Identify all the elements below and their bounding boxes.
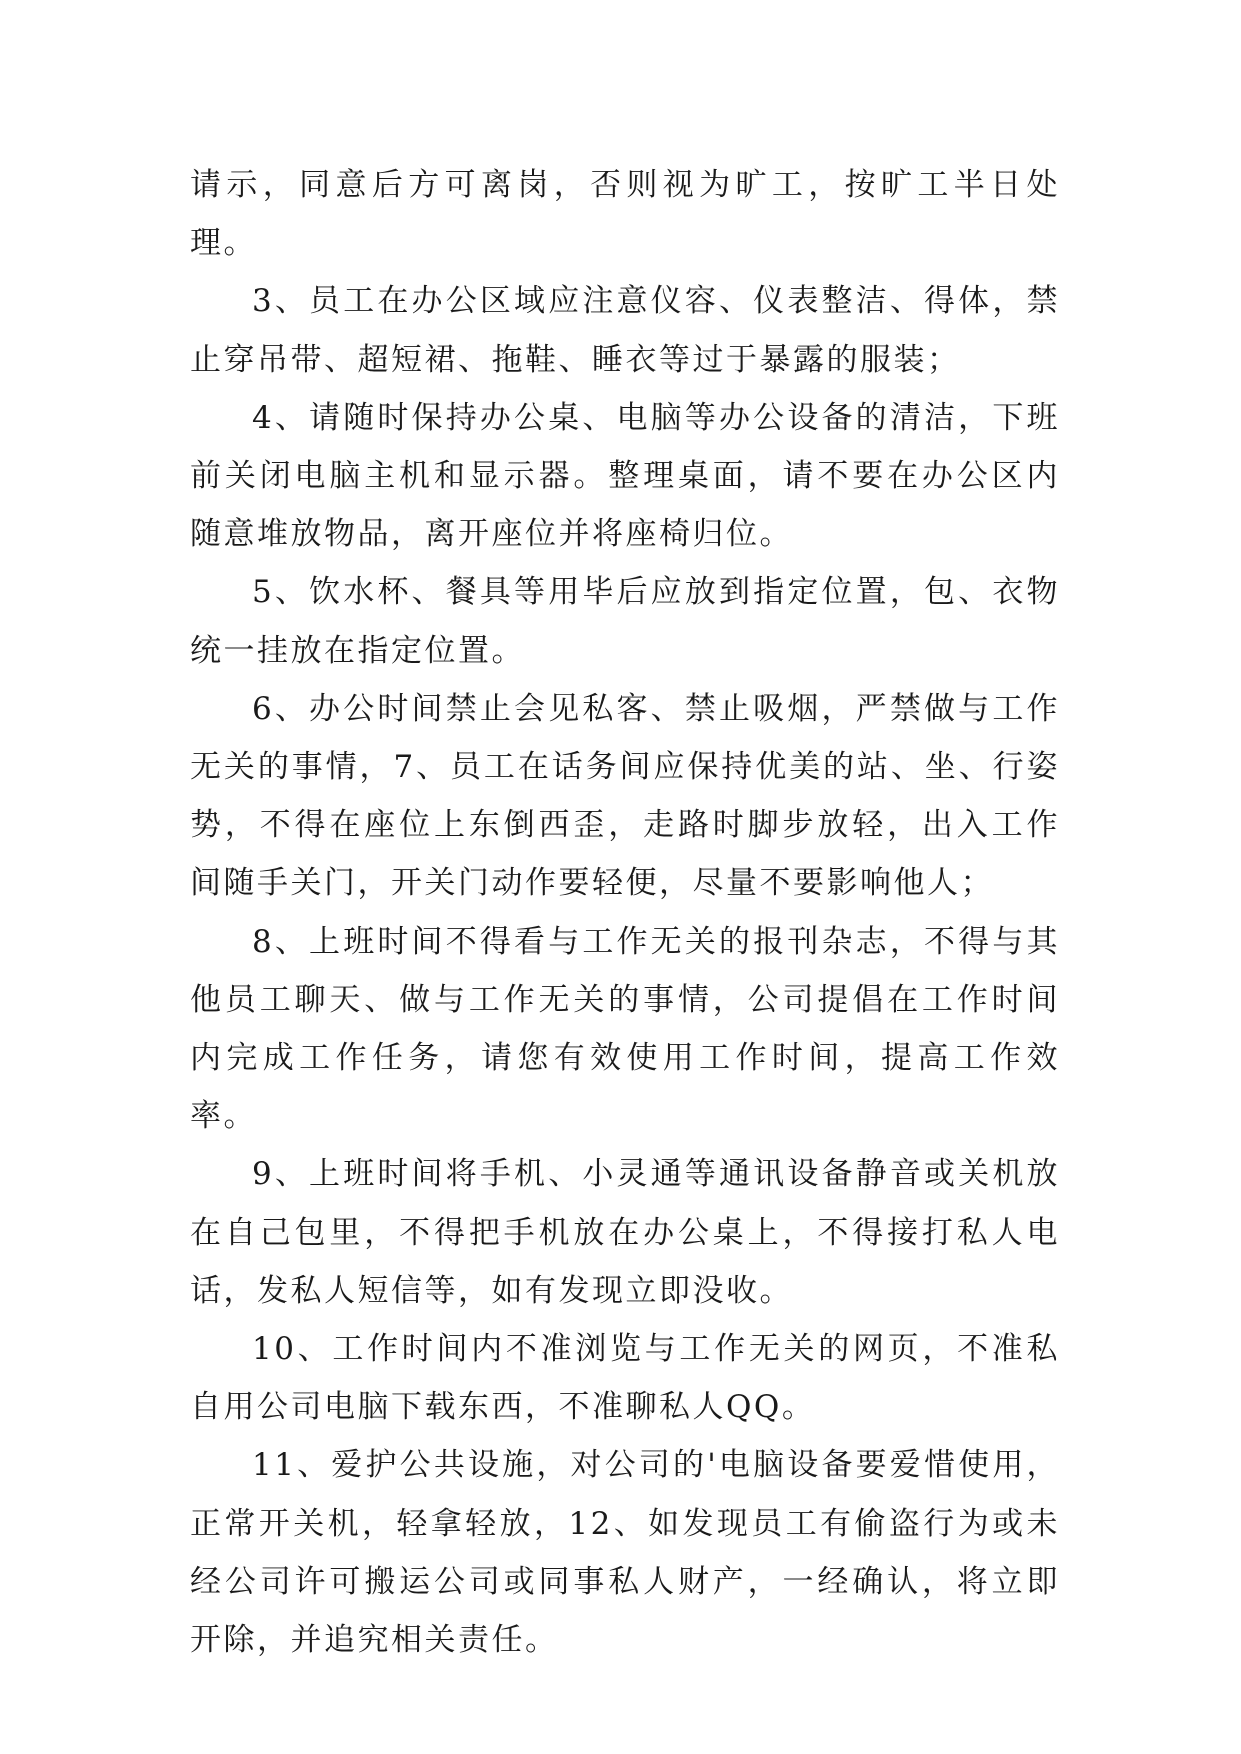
paragraph-rule-3: 3、员工在办公区域应注意仪容、仪表整洁、得体，禁止穿吊带、超短裙、拖鞋、睡衣等过于暴露的服装； [190, 283, 1060, 378]
paragraph-rule-9: 9、上班时间将手机、小灵通等通讯设备静音或关机放在自己包里，不得把手机放在办公桌上，不得接打私人电话，发私人短信等，如有发现立即没收。 [190, 1156, 1060, 1309]
paragraph-rule-10: 10、工作时间内不准浏览与工作无关的网页，不准私自用公司电脑下载东西，不准聊私人QQ。 [190, 1331, 1060, 1426]
paragraph-rule-8: 8、上班时间不得看与工作无关的报刊杂志，不得与其他员工聊天、做与工作无关的事情，公司提倡在工作时间内完成工作任务，请您有效使用工作时间，提高工作效率。 [190, 923, 1060, 1135]
paragraph-rule-4: 4、请随时保持办公桌、电脑等办公设备的清洁，下班前关闭电脑主机和显示器。整理桌面，请不要在办公区内随意堆放物品，离开座位并将座椅归位。 [190, 399, 1060, 553]
paragraph-rule-6: 6、办公时间禁止会见私客、禁止吸烟，严禁做与工作无关的事情，7、员工在话务间应保持优美的站、坐、行姿势，不得在座位上东倒西歪，走路时脚步放轻，出入工作间随手关门，开关门动作要轻便，尽量不要影响他人； [190, 690, 1060, 902]
document-body [190, 156, 1060, 1669]
paragraph-continuation: 请示，同意后方可离岗，否则视为旷工，按旷工半日处理。 [190, 167, 1060, 262]
paragraph-rule-5: 5、饮水杯、餐具等用毕后应放到指定位置，包、衣物统一挂放在指定位置。 [190, 574, 1060, 669]
paragraph-rule-11: 11、爱护公共设施，对公司的'电脑设备要爱惜使用，正常开关机，轻拿轻放，12、如发现员工有偷盗行为或未经公司许可搬运公司或同事私人财产，一经确认，将立即开除，并追究相关责任。 [190, 1447, 1060, 1659]
